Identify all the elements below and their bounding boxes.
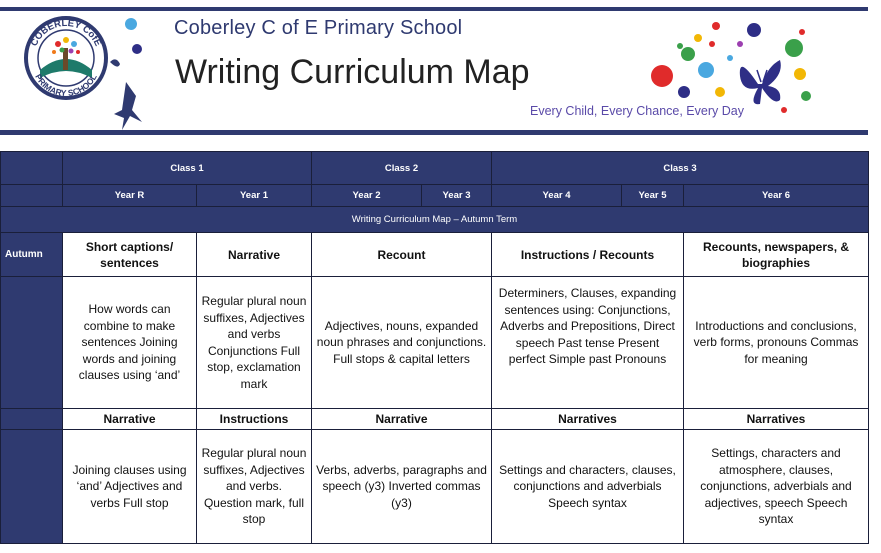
school-name: Coberley C of E Primary School: [174, 17, 463, 39]
logo-text-top: COBERLEY CofE: [28, 17, 104, 49]
corner-cell: [1, 185, 63, 207]
year-header: Year 6: [684, 185, 869, 207]
content-cell: Regular plural noun suffixes, Adjectives and verbs Conjunctions Full stop, exclamation mark: [197, 277, 312, 409]
page-title: Writing Curriculum Map: [175, 53, 530, 91]
side-cell: [1, 277, 63, 409]
content-cell: Settings, characters and atmosphere, clauses, conjunctions, adverbials and adjectives, speech Speech syntax: [684, 430, 869, 544]
term-banner-row: [1, 207, 869, 233]
year-header: Year 4: [492, 185, 622, 207]
year-header: Year R: [63, 185, 197, 207]
content-cell: How words can combine to make sentences Joining words and joining clauses using ‘and’: [63, 277, 197, 409]
content-cell: Settings and characters, clauses, conjunctions and adverbials Speech syntax: [492, 430, 684, 544]
side-cell: [1, 430, 63, 544]
genre-cell: Short captions/ sentences: [63, 233, 197, 277]
genre-cell: Instructions / Recounts: [492, 233, 684, 277]
term-label: Autumn: [1, 233, 63, 277]
genre-cell: Narrative: [312, 409, 492, 430]
year-header: Year 5: [622, 185, 684, 207]
year-header-row: [1, 185, 869, 207]
year-header: Year 1: [197, 185, 312, 207]
header-top-rule: [0, 7, 868, 11]
content-cell: Introductions and conclusions, verb forms, pronouns Commas for meaning: [684, 277, 869, 409]
page-header: [0, 0, 881, 140]
genre-cell: Narrative: [63, 409, 197, 430]
header-bottom-rule: [0, 130, 868, 135]
content-cell: Joining clauses using ‘and’ Adjectives and verbs Full stop: [63, 430, 197, 544]
content-cell: Adjectives, nouns, expanded noun phrases and conjunctions. Full stops & capital letters: [312, 277, 492, 409]
class-1-header: Class 1: [63, 152, 312, 185]
content-cell: Determiners, Clauses, expanding sentences using: Conjunctions, Adverbs and Prepositions, Direct speech Past tense Present perfect Simple past Pronouns: [492, 277, 684, 409]
genre-cell: Narratives: [684, 409, 869, 430]
genre-cell: Recounts, newspapers, & biographies: [684, 233, 869, 277]
content-row: [1, 430, 869, 544]
content-cell: Regular plural noun suffixes, Adjectives and verbs. Question mark, full stop: [197, 430, 312, 544]
genre-cell: Narratives: [492, 409, 684, 430]
corner-cell: [1, 152, 63, 185]
class-2-header: Class 2: [312, 152, 492, 185]
logo-text-bottom: PRIMARY SCHOOL: [33, 72, 99, 99]
content-row: [1, 277, 869, 409]
term-banner: Writing Curriculum Map – Autumn Term: [1, 207, 869, 233]
year-header: Year 2: [312, 185, 422, 207]
genre-row: [1, 233, 869, 277]
year-header: Year 3: [422, 185, 492, 207]
class-header-row: [1, 152, 869, 185]
genre-cell: Instructions: [197, 409, 312, 430]
content-cell: Verbs, adverbs, paragraphs and speech (y3) Inverted commas (y3): [312, 430, 492, 544]
genre-cell: Recount: [312, 233, 492, 277]
class-3-header: Class 3: [492, 152, 869, 185]
genre-cell: Narrative: [197, 233, 312, 277]
side-cell: [1, 409, 63, 430]
curriculum-table: [0, 151, 869, 544]
genre-row: [1, 409, 869, 430]
school-logo: [18, 12, 148, 130]
school-motto: Every Child, Every Chance, Every Day: [530, 104, 744, 118]
